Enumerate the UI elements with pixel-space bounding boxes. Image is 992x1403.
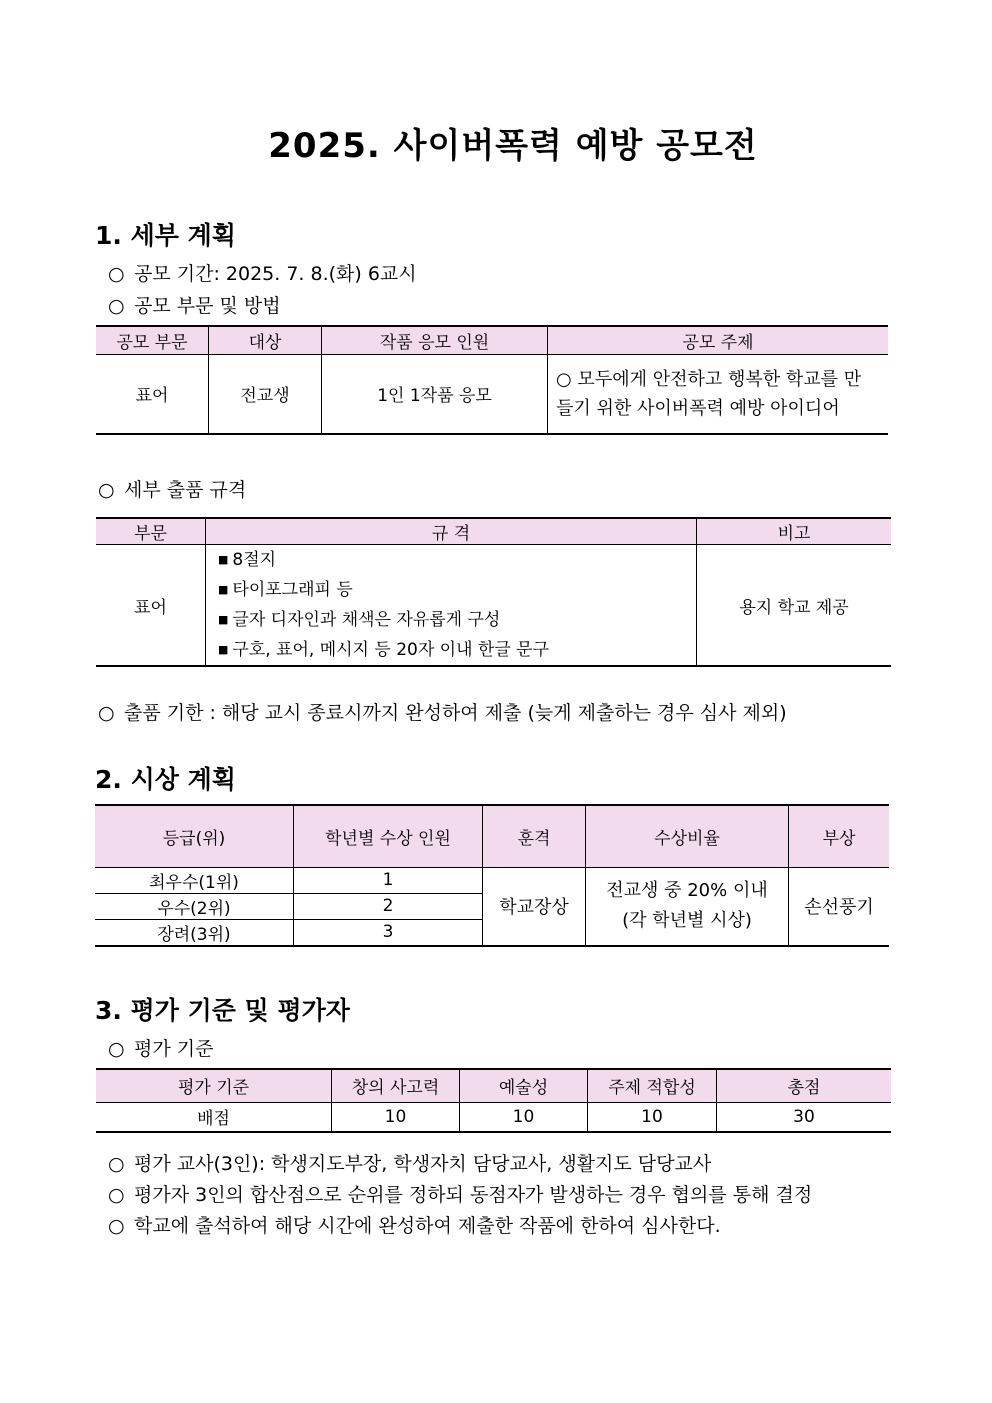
header-prize: 부상 <box>789 805 890 867</box>
header-grade: 등급(위) <box>95 805 294 867</box>
count-cell: 3 <box>294 919 483 946</box>
honor-cell: 학교장상 <box>483 867 586 946</box>
cell-creativity: 10 <box>332 1102 460 1132</box>
spec-table <box>96 517 891 667</box>
eligibility-note: ○ 학교에 출석하여 해당 시간에 완성하여 제출한 작품에 한하여 심사한다. <box>108 1215 721 1237</box>
header-criteria: 평가 기준 <box>96 1069 332 1102</box>
square-bullet-icon: ■ <box>218 613 229 626</box>
spec-item: ■ 구호, 표어, 메시지 등 20자 이내 한글 문구 <box>218 640 550 660</box>
count-cell: 2 <box>294 893 483 919</box>
evaluator-note: ○ 평가 교사(3인): 학생지도부장, 학생자치 담당교사, 생활지도 담당교사 <box>108 1153 712 1175</box>
cell-total: 30 <box>717 1102 892 1132</box>
circle-bullet-icon: ○ <box>108 1038 125 1060</box>
section-1-heading: 1. 세부 계획 <box>95 221 236 250</box>
criteria-table <box>96 1068 891 1133</box>
header-artistry: 예술성 <box>460 1069 588 1102</box>
criteria-title: 평가 기준 <box>134 1038 214 1060</box>
contest-table <box>96 325 888 435</box>
prize-cell: 손선풍기 <box>789 867 890 946</box>
ranking-note: ○ 평가자 3인의 합산점으로 순위를 정하되 동점자가 발생하는 경우 협의를 통해 결정 <box>108 1184 813 1206</box>
square-bullet-icon: ■ <box>218 583 229 596</box>
header-creativity: 창의 사고력 <box>332 1069 460 1102</box>
cell-spec-category: 표어 <box>96 545 206 667</box>
period-line <box>108 259 417 286</box>
square-bullet-icon: ■ <box>218 643 229 656</box>
spec-item: ■ 타이포그래피 등 <box>218 580 353 600</box>
grade-cell: 장려(3위) <box>95 919 294 946</box>
ratio-line-2: (각 학년별 시상) <box>622 910 752 931</box>
ratio-cell <box>586 867 789 946</box>
cell-relevance: 10 <box>588 1102 717 1132</box>
criteria-title-line <box>108 1034 213 1061</box>
theme-line-2: 들기 위한 사이버폭력 예방 아이디어 <box>556 397 840 419</box>
grade-cell: 최우수(1위) <box>95 867 294 893</box>
circle-bullet-icon: ○ <box>108 295 125 317</box>
grade-cell: 우수(2위) <box>95 893 294 919</box>
circle-bullet-icon: ○ <box>98 479 115 501</box>
header-note: 비고 <box>697 518 892 545</box>
section-2-heading: 2. 시상 계획 <box>95 765 236 794</box>
header-section: 부문 <box>96 518 206 545</box>
header-theme: 공모 주제 <box>548 326 889 354</box>
spec-item: ■ 글자 디자인과 채색은 자유롭게 구성 <box>218 610 501 630</box>
deadline-line <box>98 698 787 725</box>
header-relevance: 주제 적합성 <box>588 1069 717 1102</box>
circle-bullet-icon: ○ <box>108 1153 125 1175</box>
header-count: 학년별 수상 인원 <box>294 805 483 867</box>
header-category: 공모 부문 <box>96 326 209 354</box>
header-total: 총점 <box>717 1069 892 1102</box>
cell-score-label: 배점 <box>96 1102 332 1132</box>
period-text: 공모 기간: 2025. 7. 8.(화) 6교시 <box>134 263 417 285</box>
spec-title-line <box>98 475 246 502</box>
spec-list <box>206 545 697 667</box>
spec-item: ■ 8절지 <box>218 550 277 570</box>
ratio-line-1: 전교생 중 20% 이내 <box>606 880 768 901</box>
page-title: 2025. 사이버폭력 예방 공모전 <box>268 126 758 166</box>
header-ratio: 수상비율 <box>586 805 789 867</box>
cell-artistry: 10 <box>460 1102 588 1132</box>
award-table <box>95 804 889 947</box>
header-entries: 작품 응모 인원 <box>322 326 548 354</box>
circle-bullet-icon: ○ <box>108 1184 125 1206</box>
circle-bullet-icon: ○ <box>108 1215 125 1237</box>
spec-title: 세부 출품 규격 <box>124 479 247 501</box>
method-text: 공모 부문 및 방법 <box>134 295 281 317</box>
cell-entries: 1인 1작품 응모 <box>322 354 548 434</box>
header-honor: 훈격 <box>483 805 586 867</box>
cell-target: 전교생 <box>209 354 322 434</box>
section-3-heading: 3. 평가 기준 및 평가자 <box>95 996 350 1025</box>
cell-theme <box>548 354 889 434</box>
method-line <box>108 291 281 318</box>
square-bullet-icon: ■ <box>218 553 229 566</box>
header-target: 대상 <box>209 326 322 354</box>
theme-line-1: ○ 모두에게 안전하고 행복한 학교를 만 <box>556 368 862 390</box>
cell-spec-note: 용지 학교 제공 <box>697 545 892 667</box>
deadline-text: 출품 기한 : 해당 교시 종료시까지 완성하여 제출 (늦게 제출하는 경우 심사 제외) <box>124 702 787 724</box>
count-cell: 1 <box>294 867 483 893</box>
circle-bullet-icon: ○ <box>108 263 125 285</box>
cell-category: 표어 <box>96 354 209 434</box>
circle-bullet-icon: ○ <box>98 702 115 724</box>
header-spec: 규 격 <box>206 518 697 545</box>
